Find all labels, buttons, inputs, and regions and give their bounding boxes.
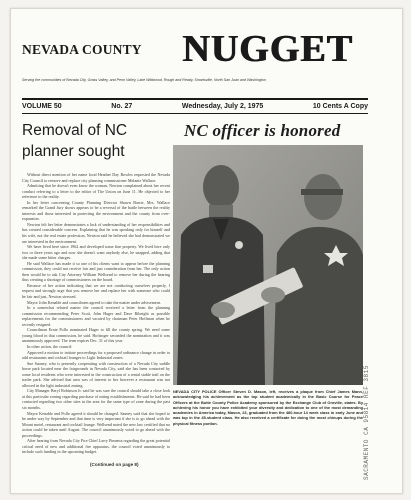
volume: VOLUME 50 — [22, 102, 62, 110]
article-paragraph: Approved a motion to initiate proceedings for a proposed ordinance change in order to add restaurants and cocktail lounges to Light Industrial zones. — [22, 349, 170, 361]
article-paragraph: We have lived here since 1962 and developed some fine property. We lived here only two or three years ago and now she doesn't want anybody else, he snapped, adding that she made some bitter charges. — [22, 244, 170, 261]
article-paragraph: Admitting that he doesn't even know the woman, Newton complained about her recent conduct referring to a letter to the editor of The Union on June 11. He objected to her reference to the reality. — [22, 183, 170, 200]
article-paragraph: In other action, the council: — [27, 343, 73, 349]
article-paragraph: Councilman Ernie Pollo nominated Hager to fill the county spring. We need some young blood in that commission, he said. Hofsinger seconded the nomination and it was unanimously approved. The term expires Dec. 31 of this year. — [22, 327, 170, 344]
article-paragraph: Sue Sauney, who is presently cooperating with construction of a Nevada City saddle horse park located near the fairgrounds in Nevada City, said she has been contacted by some local residents who were interested in the construction of a rental stable trail on the trailer park. She advised that area was of interest to her however a restaurant was not allowed in the light industrial zoning. — [22, 360, 170, 388]
issue-number: No. 27 — [111, 102, 133, 110]
headline-officer: NC officer is honored — [184, 121, 341, 140]
article-paragraph: In a somewhat related matter the council received a letter from the planning commission recommending Peter Scott, John Hager and Dave Ribeighi as possible replacements for the commissioners and vacated by chairman Peter Hoffman when he recently resigned. — [22, 305, 170, 327]
article-paragraph: He said Wallace has made it so one of his clients want to appear before the planning commission, they could not receive fair and just consideration from her. The only action then would be to ask City Attorney William Wellsend to remove her during the hearing thus creating a shortage of commissioners on the board. — [22, 260, 170, 283]
paper-name-county: NEVADA COUNTY — [22, 42, 142, 57]
library-stamp: SACRAMENTO CA 95814 REF 3815 — [363, 365, 370, 480]
masthead — [22, 28, 362, 78]
article-paragraph: Because of her action indicating that we are not conducting ourselves properly, I request and strongly urge that you remove her and replace her with someone who could be fair and just, Newton stressed. — [22, 282, 170, 300]
article-paragraph: Mayor Kenable and Pollo agreed it should be changed. Sauney said that she hoped to be under way by September and that time is very important if she is to go ahead with the Mount motel, restaurant and cocktail lounge. Wellsend noted the new law certified that no action could be taken until August. The council unanimously voted to go ahead with the proceedings. — [22, 410, 170, 438]
article-paragraph: City Manager Beryl Robinson Jr. said he was sure the council should take a close look at this particular zoning regarding purchase of eating establishments. He said he had been contacted regarding two other sites in the area for the same type of zone during the past six months. — [22, 388, 170, 410]
article-paragraph: Newton felt her letter demonstrates a lack of understanding of her responsibilities and has created considerable concern. Explaining that he was speaking only for himself and his wife, not the real estate profession, Newton said he believed she had demonstrated we are interested in the environment. — [22, 221, 170, 244]
officer-photo — [173, 145, 363, 385]
bottom-rule — [22, 113, 368, 114]
photo-illustration — [173, 145, 363, 385]
article-body — [22, 172, 170, 458]
photo-caption: NEVADA CITY POLICE Officer Steven D. Mason, left, receives a plaque from Chief James Mann, acknowledging his achievement as the top student academically in the Basic Course for Peace Officers at the Butte County Police Academy sponsored by the Exchange Club of Oroville, states. By achieving his honor you have exhibited your diversity and dedication to one of the most demanding academies in America today, Mason, 23, graduated from the 480-hour 14 week class in early June and was top in the 45-student class. He also received a certificate for doing the most chinups during the physical fitness portion. — [173, 389, 363, 426]
dateline — [22, 100, 368, 112]
article-paragraph: Mayor John Kenable and councilmen agreed to take the matter under advisement. — [27, 299, 161, 305]
continued-note: (Continued on page 8) — [90, 462, 139, 467]
headline-removal: Removal of NC planner sought — [22, 122, 128, 160]
price: 10 Cents A Copy — [312, 102, 368, 110]
article-paragraph: After hearing from Nevada City Fire Chief Larry Pimenta regarding the great potential critical need of new and additional fire apparatus, the council voted unanimously to include such funding in the upcoming budget. — [22, 438, 170, 455]
coverage-line: Serving the communities of Nevada City, Grass Valley, and Penn Valley, Lake Wildwood, Rough and Ready, Smartsville, North San Juan and Washington — [22, 78, 266, 82]
article-paragraph: In her letter concerning County Planning Director Shawn Barrie, Mrs. Wallace remarked the Grand Jury shows appears to be a reversal of the battle between the reality interests and those interested in protecting the environment and the county from over-expansion. — [22, 199, 170, 222]
issue-date: Wednesday, July 2, 1975 — [181, 102, 264, 110]
paper-name-nugget: NUGGET — [182, 28, 353, 70]
article-paragraph: Without direct mention of her name local Heather Day Rowles requested the Nevada City Council to remove and replace city planning commissioner Melanie Wallace. — [22, 172, 170, 183]
